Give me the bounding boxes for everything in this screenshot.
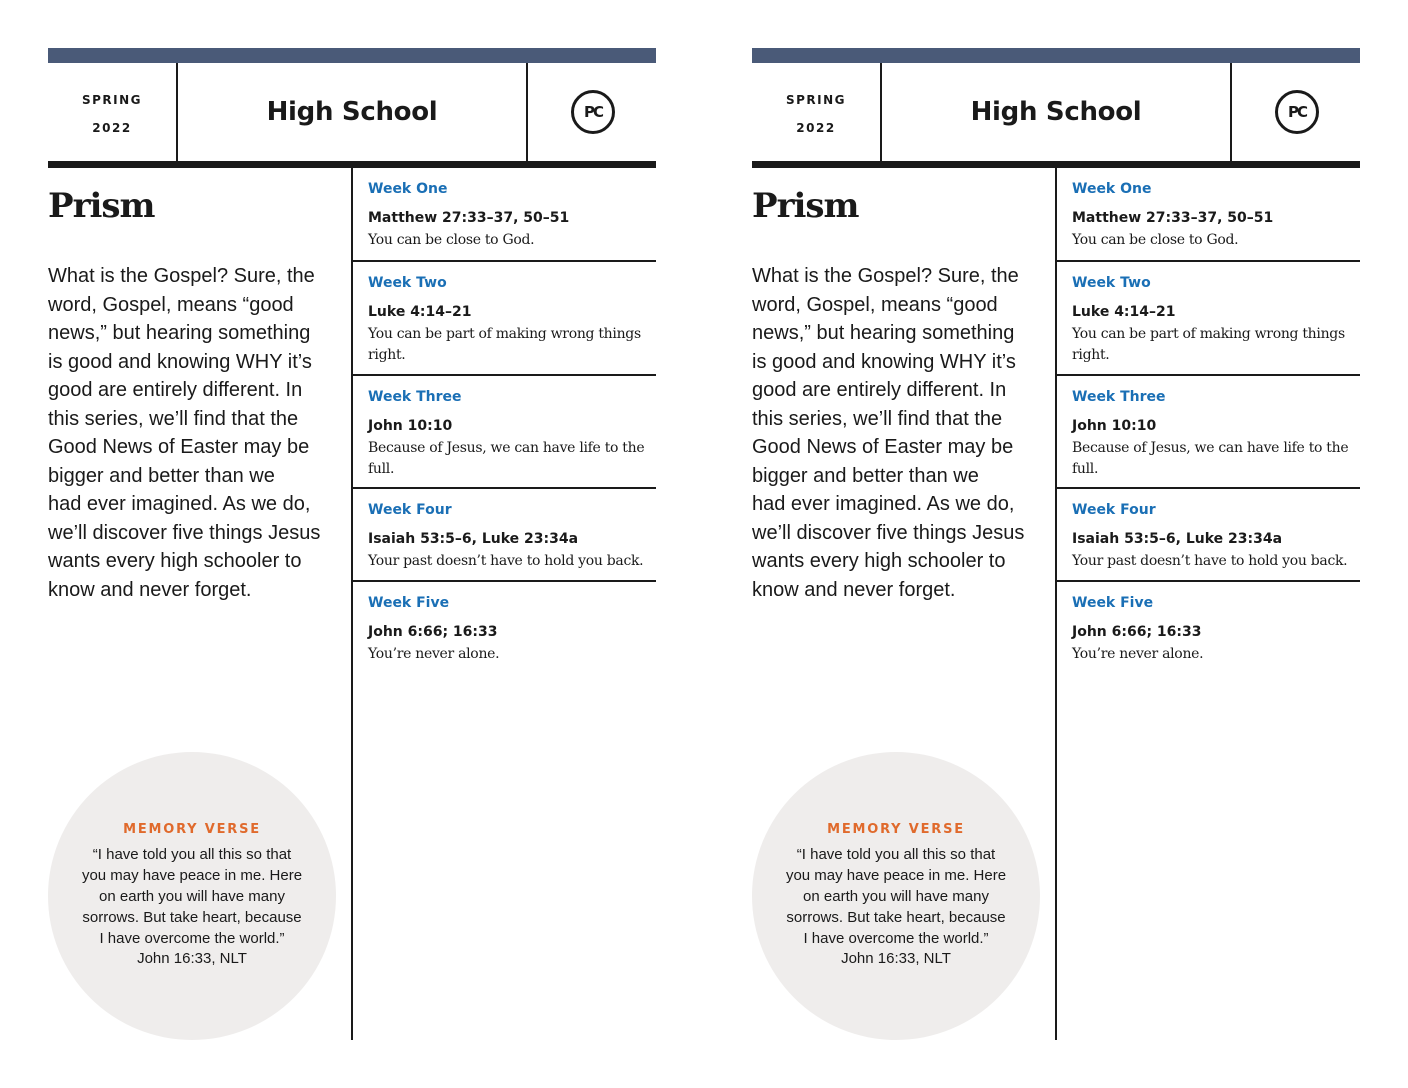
year-label: 2022 <box>92 121 132 135</box>
description-line: we’ll discover five things Jesus <box>752 521 1025 544</box>
week-item <box>1057 376 1360 489</box>
series-description <box>48 262 340 604</box>
week-takeaway: You can be part of making wrong things <box>368 326 641 342</box>
card-header <box>48 63 656 161</box>
week-takeaway: You’re never alone. <box>368 646 500 662</box>
week-name: Week Three <box>1072 389 1166 405</box>
description-line: word, Gospel, means “good <box>48 293 294 316</box>
week-item <box>353 262 656 376</box>
week-takeaway: full. <box>368 461 395 477</box>
week-name: Week Two <box>1072 275 1151 291</box>
week-takeaway: Because of Jesus, we can have life to the <box>368 440 645 456</box>
week-item <box>1057 262 1360 376</box>
week-name: Week One <box>1072 181 1152 197</box>
header-divider <box>1230 63 1232 161</box>
week-scripture: Luke 4:14–21 <box>1072 304 1176 320</box>
week-takeaway: You can be part of making wrong things <box>1072 326 1345 342</box>
season-label: SPRING <box>785 93 847 107</box>
verse-line: you may have peace in me. Here <box>785 867 1007 884</box>
description-line: this series, we’ll find that the <box>752 407 1003 430</box>
week-takeaway: You can be close to God. <box>1072 232 1239 248</box>
description-line: know and never forget. <box>752 578 956 601</box>
week-scripture: Isaiah 53:5–6, Luke 23:34a <box>1072 531 1283 547</box>
description-line: good are entirely different. In <box>752 379 1007 401</box>
week-name: Week Three <box>368 389 462 405</box>
memory-verse-circle <box>752 752 1040 1040</box>
week-scripture: John 10:10 <box>368 418 453 434</box>
memory-verse-text <box>776 844 1016 949</box>
week-item <box>353 489 656 582</box>
description-line: news,” but hearing something <box>48 322 311 344</box>
verse-line: you may have peace in me. Here <box>81 867 303 884</box>
week-name: Week Four <box>1072 502 1156 518</box>
week-scripture: John 10:10 <box>1072 418 1157 434</box>
series-title: Prism <box>48 186 155 226</box>
memory-verse-reference: John 16:33, NLT <box>841 950 951 967</box>
week-name: Week Four <box>368 502 452 518</box>
page-title: High School <box>266 97 438 127</box>
week-name: Week Five <box>368 595 450 611</box>
description-line: good are entirely different. In <box>48 379 303 401</box>
description-line: bigger and better than we <box>48 464 275 487</box>
verse-line: I have overcome the world.” <box>99 930 285 947</box>
description-line: Good News of Easter may be <box>752 436 1014 458</box>
description-line: bigger and better than we <box>752 464 979 487</box>
week-item <box>1057 168 1360 262</box>
card-left <box>48 48 656 1040</box>
top-band <box>752 48 1360 63</box>
series-description <box>752 262 1044 604</box>
week-scripture: John 6:66; 16:33 <box>1072 624 1202 640</box>
week-scripture: Luke 4:14–21 <box>368 304 472 320</box>
weeks-list <box>1057 168 1360 682</box>
week-takeaway: Because of Jesus, we can have life to the <box>1072 440 1349 456</box>
header-rule <box>752 161 1360 168</box>
header-divider <box>526 63 528 161</box>
verse-line: sorrows. But take heart, because <box>786 909 1006 926</box>
verse-line: sorrows. But take heart, because <box>82 909 302 926</box>
description-line: know and never forget. <box>48 578 252 601</box>
description-line: had ever imagined. As we do, <box>48 493 311 515</box>
week-name: Week Five <box>1072 595 1154 611</box>
week-scripture: Matthew 27:33–37, 50–51 <box>368 210 570 226</box>
memory-verse-label: MEMORY VERSE <box>123 822 261 837</box>
verse-line: I have overcome the world.” <box>803 930 989 947</box>
week-item <box>353 376 656 489</box>
description-line: is good and knowing WHY it’s <box>48 350 312 373</box>
season-block <box>752 63 880 161</box>
top-band <box>48 48 656 63</box>
week-scripture: Matthew 27:33–37, 50–51 <box>1072 210 1274 226</box>
verse-line: on earth you will have many <box>803 888 989 905</box>
card-header <box>752 63 1360 161</box>
pc-logo-icon: PC <box>1275 90 1319 134</box>
description-line: wants every high schooler to <box>752 550 1006 572</box>
card-right <box>752 48 1360 1040</box>
memory-verse-circle <box>48 752 336 1040</box>
description-line: wants every high schooler to <box>48 550 302 572</box>
week-takeaway: You’re never alone. <box>1072 646 1204 662</box>
season-label: SPRING <box>81 93 143 107</box>
week-takeaway: You can be close to God. <box>368 232 535 248</box>
memory-verse-label: MEMORY VERSE <box>827 822 965 837</box>
pc-logo-icon: PC <box>571 90 615 134</box>
week-item <box>1057 582 1360 682</box>
verse-line: “I have told you all this so that <box>796 846 996 863</box>
logo-block <box>530 63 656 161</box>
description-line: word, Gospel, means “good <box>752 293 998 316</box>
week-takeaway: Your past doesn’t have to hold you back. <box>368 553 644 569</box>
description-line: is good and knowing WHY it’s <box>752 350 1016 373</box>
description-line: Good News of Easter may be <box>48 436 310 458</box>
page-title: High School <box>970 97 1142 127</box>
week-takeaway: full. <box>1072 461 1099 477</box>
week-item <box>1057 489 1360 582</box>
description-line: had ever imagined. As we do, <box>752 493 1015 515</box>
week-name: Week Two <box>368 275 447 291</box>
week-scripture: John 6:66; 16:33 <box>368 624 498 640</box>
header-rule <box>48 161 656 168</box>
week-scripture: Isaiah 53:5–6, Luke 23:34a <box>368 531 579 547</box>
week-name: Week One <box>368 181 448 197</box>
logo-block <box>1234 63 1360 161</box>
week-takeaway: right. <box>368 347 406 363</box>
week-takeaway: right. <box>1072 347 1110 363</box>
description-line: we’ll discover five things Jesus <box>48 521 321 544</box>
year-label: 2022 <box>796 121 836 135</box>
description-line: What is the Gospel? Sure, the <box>752 265 1019 287</box>
series-title: Prism <box>752 186 859 226</box>
week-item <box>353 168 656 262</box>
description-line: this series, we’ll find that the <box>48 407 299 430</box>
weeks-list <box>353 168 656 682</box>
description-line: news,” but hearing something <box>752 322 1015 344</box>
verse-line: on earth you will have many <box>99 888 285 905</box>
season-block <box>48 63 176 161</box>
memory-verse-reference: John 16:33, NLT <box>137 950 247 967</box>
memory-verse-text <box>72 844 312 949</box>
week-item <box>353 582 656 682</box>
description-line: What is the Gospel? Sure, the <box>48 265 315 287</box>
week-takeaway: Your past doesn’t have to hold you back. <box>1072 553 1348 569</box>
verse-line: “I have told you all this so that <box>92 846 292 863</box>
